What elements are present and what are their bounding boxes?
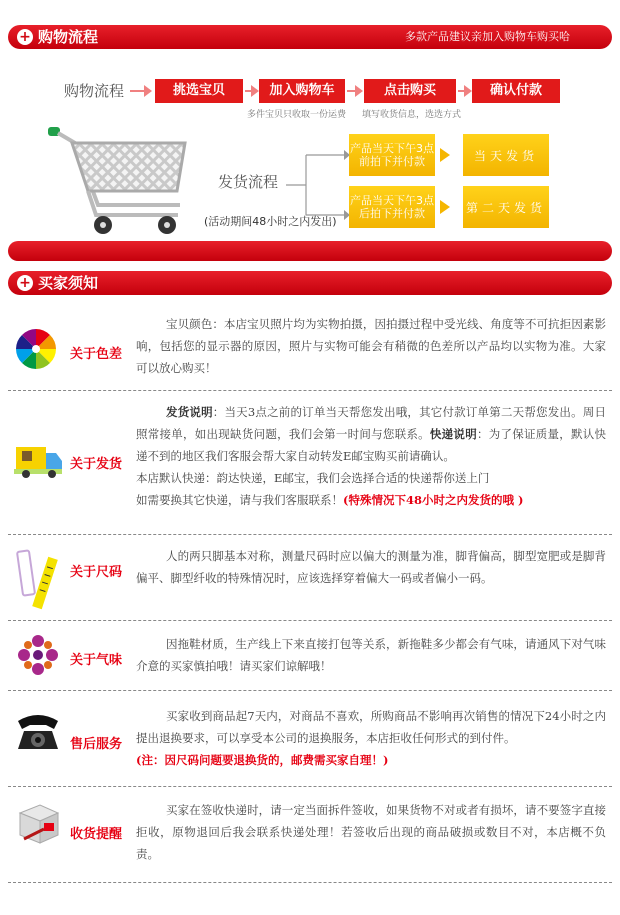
measuring-tape-icon bbox=[14, 547, 64, 613]
delivery-truck-icon bbox=[14, 441, 64, 481]
receipt-text: 买家在签收快递时，请一定当面拆件签收，如果货物不对或者有损坏，请不要签字直接拒收，原物退回后我会联系快递处理！若签收后出现的商品破损或数目不对，本店概不负责。 bbox=[136, 803, 606, 861]
delivery-text bbox=[136, 401, 606, 511]
color-text: 宝贝颜色：本店宝贝照片均为实物拍摄，因拍摄过程中受光线、角度等不可抗拒因素影响，包括您的显示器的原因，照片与实物可能会有稍微的色差所以产品均以实物为准。大家可以放心购买！ bbox=[136, 317, 606, 375]
arrow-icon bbox=[347, 90, 361, 92]
step-buy: 点击购买 bbox=[364, 79, 456, 103]
parcel-receipt-icon bbox=[14, 799, 64, 847]
section-delivery bbox=[8, 391, 612, 535]
plus-icon: + bbox=[17, 29, 33, 45]
color-label: 关于色差 bbox=[70, 347, 123, 362]
delivery-desc-label: 发货说明 bbox=[166, 405, 213, 419]
flow-note-shipping: 多件宝贝只收取一份运费 bbox=[247, 110, 347, 120]
section-aftersale bbox=[8, 691, 612, 787]
shipping-note: (活动期间48小时之内发出) bbox=[204, 215, 337, 228]
buyer-notice-header bbox=[8, 271, 612, 295]
arrow-icon bbox=[458, 90, 470, 92]
branch-connector bbox=[286, 140, 350, 230]
delivery-label: 关于发货 bbox=[70, 457, 123, 472]
section-smell bbox=[8, 621, 612, 691]
arrow-icon bbox=[440, 200, 450, 214]
section-color bbox=[8, 305, 612, 391]
option-after-3pm: 产品当天下午3点后拍下并付款 bbox=[349, 186, 435, 228]
arrow-icon bbox=[130, 90, 150, 92]
step-add-cart: 加入购物车 bbox=[259, 79, 345, 103]
smell-pattern-icon bbox=[14, 631, 62, 679]
result-next-day: 第二天发货 bbox=[463, 186, 549, 228]
delivery-desc-text: ：当天3点之前的订单当天帮您发出哦，其它付款订单第二天帮您发出。周日照常接单，如出现缺货问题，我们会第一时间与您联系。 bbox=[136, 405, 606, 441]
section-size bbox=[8, 535, 612, 621]
divider-bar bbox=[8, 241, 612, 261]
shopping-cart-icon bbox=[40, 125, 210, 240]
aftersale-body: 买家收到商品起7天内，对商品不喜欢，所购商品不影响再次销售的情况下24小时之内提出退换要求，可以享受本公司的退换服务，本店拒收任何形式的到付件。 bbox=[136, 709, 606, 745]
color-wheel-icon bbox=[14, 327, 58, 371]
aftersale-label: 售后服务 bbox=[70, 737, 123, 752]
section-receipt bbox=[8, 787, 612, 883]
arrow-icon bbox=[245, 90, 257, 92]
result-same-day: 当天发货 bbox=[463, 134, 549, 176]
aftersale-note: (注：因尺码问题要退换货的，邮费需买家自理！) bbox=[136, 753, 389, 767]
arrow-icon bbox=[440, 148, 450, 162]
smell-label: 关于气味 bbox=[70, 653, 123, 668]
shopping-flow-title: 购物流程 bbox=[38, 28, 99, 46]
shipping-label: 发货流程 bbox=[218, 173, 279, 191]
flow-note-address: 填写收货信息，选选方式 bbox=[362, 110, 462, 120]
plus-icon: + bbox=[17, 275, 33, 291]
aftersale-text bbox=[136, 705, 606, 771]
shopping-flow-header bbox=[8, 25, 612, 49]
special-note: (特殊情况下48小时之内发货的哦 ) bbox=[343, 493, 524, 507]
receipt-label: 收货提醒 bbox=[70, 827, 123, 842]
divider bbox=[8, 882, 612, 883]
step-pay: 确认付款 bbox=[472, 79, 560, 103]
default-express: 本店默认快递：韵达快递，E邮宝，我们会选择合适的快递帮你送上门 bbox=[136, 471, 490, 485]
size-text: 人的两只脚基本对称，测量尺码时应以偏大的测量为准，脚背偏高，脚型宽肥或是脚背偏平、脚型纤收的特殊情况时，应该选择穿着偏大一码或者偏小一码。 bbox=[136, 549, 606, 585]
size-label: 关于尺码 bbox=[70, 565, 123, 580]
smell-text: 因拖鞋材质，生产线上下来直接打包等关系，新拖鞋多少都会有气味，请通风下对气味介意的买家慎拍哦！请买家们谅解哦！ bbox=[136, 637, 606, 673]
option-before-3pm: 产品当天下午3点前拍下并付款 bbox=[349, 134, 435, 176]
express-text: ：为了保证质量，默认快递不到的地区我们客服会帮大家自动转发E邮宝购买前请确认。 bbox=[136, 427, 607, 463]
express-label: 快递说明 bbox=[429, 427, 477, 441]
telephone-icon bbox=[14, 713, 62, 753]
buyer-notice-title: 买家须知 bbox=[38, 274, 99, 292]
flow-label: 购物流程 bbox=[64, 82, 125, 100]
shopping-flow-subtitle: 多款产品建议亲加入购物车购买哈 bbox=[405, 30, 570, 43]
step-pick: 挑选宝贝 bbox=[155, 79, 243, 103]
change-express: 如需要换其它快递，请与我们客服联系！ bbox=[136, 493, 343, 507]
